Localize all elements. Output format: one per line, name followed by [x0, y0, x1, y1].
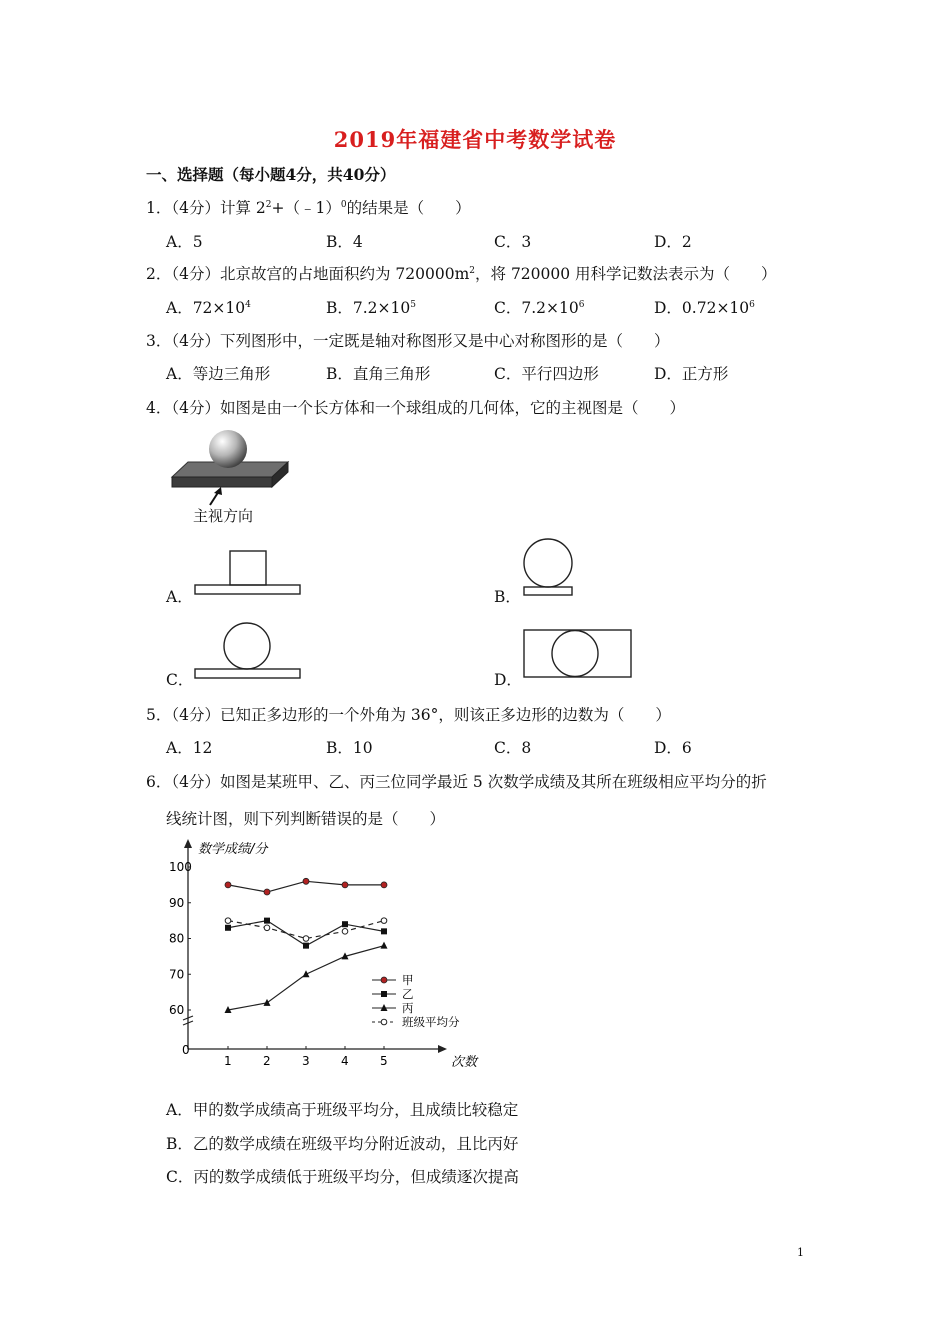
chart-point [342, 921, 348, 927]
q2-unit-sup: 2 [469, 266, 476, 276]
q4-option-a-label: A． [166, 588, 193, 606]
q2-option-c-base: C．7.2×10 [494, 299, 579, 317]
question-6-line-2: 线统计图，则下列判断错误的是（ ） [166, 810, 446, 828]
q4-option-b-label: B． [494, 588, 521, 606]
q2-option-d-exp: 6 [749, 300, 755, 310]
q1-option-a: A．5 [166, 233, 203, 251]
q1-sup-2: 0 [340, 200, 347, 210]
chart-point [381, 918, 387, 924]
q2-option-d-base: D．0.72×10 [654, 299, 750, 317]
chart-x-tick-label: 4 [341, 1054, 349, 1068]
chart-point [264, 999, 271, 1006]
chart-y-tick-label: 60 [169, 1003, 185, 1017]
q1-text-c: 的结果是（ ） [346, 199, 471, 217]
q1-text-b: +（﹣1） [271, 199, 341, 217]
chart-point [342, 882, 348, 888]
chart-x-zero-label: 0 [182, 1043, 190, 1057]
chart-legend-marker [381, 1019, 387, 1025]
q4-option-c-figure [193, 620, 303, 682]
chart-y-tick-label: 100 [169, 860, 192, 874]
q6-option-c: C．丙的数学成绩低于班级平均分，但成绩逐次提高 [166, 1168, 519, 1186]
chart-series-line-1 [228, 921, 384, 946]
chart-x-axis-label: 次数 [451, 1055, 478, 1070]
q3-option-b: B．直角三角形 [326, 365, 431, 383]
q6-option-a: A．甲的数学成绩高于班级平均分，且成绩比较稳定 [166, 1101, 519, 1119]
chart-x-tick-label: 5 [380, 1054, 388, 1068]
chart-series-line-2 [228, 946, 384, 1010]
chart-y-axis-arrow [184, 839, 192, 848]
q4-view-direction-label: 主视方向 [193, 507, 254, 525]
chart-legend-label: 丙 [402, 1001, 414, 1015]
page-title: 2019年福建省中考数学试卷 [333, 127, 617, 152]
question-6-line-1: 6．（4分）如图是某班甲、乙、丙三位同学最近 5 次数学成绩及其所在班级相应平均分的折 [146, 773, 767, 791]
q2-option-b [326, 296, 416, 318]
question-3: 3．（4分）下列图形中，一定既是轴对称图形又是中心对称图形的是（ ） [146, 332, 670, 350]
chart-point [225, 918, 231, 924]
q5-option-c: C．8 [494, 739, 532, 757]
page-number: 1 [797, 1246, 804, 1259]
q4-option-d-label: D． [494, 671, 522, 689]
section-heading: 一、选择题（每小题4分，共40分） [146, 165, 396, 184]
chart-point [264, 925, 270, 931]
chart-point [264, 918, 270, 924]
chart-legend-label: 班级平均分 [402, 1015, 460, 1029]
chart-y-axis-label: 数学成绩/分 [198, 842, 268, 857]
q2-option-a-exp: 4 [245, 300, 251, 310]
q4-option-b-figure [520, 536, 576, 598]
q2-option-c [494, 296, 584, 318]
q3-option-d: D．正方形 [654, 365, 729, 383]
q2-option-c-exp: 6 [578, 300, 585, 310]
chart-x-axis-arrow [438, 1045, 447, 1053]
q1-option-b: B．4 [326, 233, 363, 251]
chart-y-tick-label: 90 [169, 895, 185, 910]
question-1 [146, 196, 471, 218]
chart-legend-label: 甲 [402, 973, 414, 987]
chart-legend-label: 乙 [402, 987, 414, 1001]
question-4: 4．（4分）如图是由一个长方体和一个球组成的几何体，它的主视图是（ ） [146, 399, 685, 417]
q5-option-a: A．12 [166, 739, 213, 757]
q2-text-a: 2．（4分）北京故宫的占地面积约为 720000 [146, 265, 455, 283]
chart-x-tick-label: 2 [263, 1054, 271, 1068]
chart-point [303, 943, 309, 949]
q1-option-d: D．2 [654, 233, 692, 251]
chart-legend-marker [381, 977, 387, 983]
chart-point [264, 889, 270, 895]
q4-option-a-figure [193, 548, 303, 598]
q2-option-b-base: B．7.2×10 [326, 299, 411, 317]
chart-legend [372, 973, 460, 1029]
q2-text-b: ，将 720000 用科学记数法表示为（ ） [475, 265, 777, 283]
chart-point [225, 882, 231, 888]
q2-option-a [166, 296, 251, 318]
q2-unit: m [454, 265, 470, 283]
q1-text-a: 1．（4分）计算 2 [146, 199, 266, 217]
q1-option-c: C．3 [494, 233, 532, 251]
q2-option-a-base: A．72×10 [166, 299, 246, 317]
q2-option-d [654, 296, 755, 318]
question-2 [146, 262, 777, 284]
chart-y-tick-label: 70 [169, 967, 185, 982]
question-5: 5．（4分）已知正多边形的一个外角为 36°，则该正多边形的边数为（ ） [146, 706, 671, 724]
chart-point [381, 882, 387, 888]
chart-legend-marker [381, 991, 387, 997]
q5-option-d: D．6 [654, 739, 692, 757]
chart-point [342, 929, 348, 935]
chart-point [303, 878, 309, 884]
q3-option-a: A．等边三角形 [166, 365, 271, 383]
chart-axes [169, 839, 447, 1068]
chart-y-tick-label: 80 [169, 931, 185, 946]
q4-option-c-label: C． [166, 671, 194, 689]
q2-option-b-exp: 5 [410, 300, 416, 310]
chart-point [381, 928, 387, 934]
chart-series-layer [225, 878, 388, 1013]
q6-option-b: B．乙的数学成绩在班级平均分附近波动，且比丙好 [166, 1135, 519, 1153]
q6-line-chart [160, 836, 490, 1072]
q1-sup-1: 2 [265, 200, 272, 210]
q5-option-b: B．10 [326, 739, 373, 757]
chart-point [303, 936, 309, 942]
chart-x-tick-label: 1 [224, 1054, 232, 1068]
q3-option-c: C．平行四边形 [494, 365, 599, 383]
chart-x-tick-label: 3 [302, 1054, 310, 1068]
q4-option-d-figure [522, 628, 634, 680]
chart-point [381, 942, 388, 949]
chart-point [225, 925, 231, 931]
